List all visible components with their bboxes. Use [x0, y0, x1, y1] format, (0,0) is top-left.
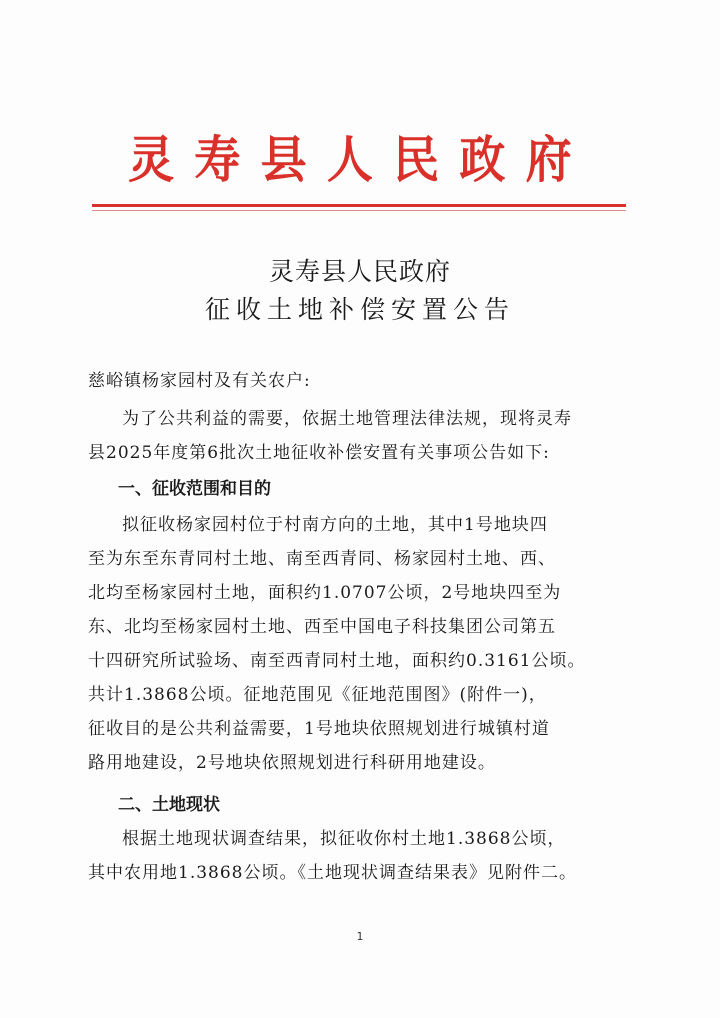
- notice-title-line2: 征收土地补偿安置公告: [204, 295, 515, 324]
- section1-line: 路用地建设，2号地块依照规划进行科研用地建设。: [88, 753, 496, 773]
- intro-line: 县2025年度第6批次土地征收补偿安置有关事项公告如下:: [88, 443, 550, 463]
- section2-heading: 二、土地现状: [118, 795, 220, 815]
- masthead-red-rule: [92, 204, 626, 207]
- section2-line: 其中农用地1.3868公顷。《土地现状调查结果表》见附件二。: [88, 863, 577, 883]
- section1-line: 东、北均至杨家园村土地、西至中国电子科技集团公司第五: [88, 617, 556, 637]
- notice-title: [90, 254, 630, 330]
- intro-paragraph: [88, 402, 638, 470]
- section1-heading: 一、征收范围和目的: [118, 479, 271, 499]
- section2-paragraph: [88, 822, 638, 890]
- masthead-red-rule-thin: [92, 210, 626, 211]
- masthead-title: 灵寿县人民政府: [128, 130, 592, 189]
- section1-line: 拟征收杨家园村位于村南方向的土地，其中1号地块四: [122, 515, 548, 535]
- notice-title-line1: 灵寿县人民政府: [268, 257, 451, 286]
- section1-line: 北均至杨家园村土地，面积约1.0707公顷，2号地块四至为: [88, 583, 562, 603]
- section1-line: 征收目的是公共利益需要，1号地块依照规划进行城镇村道: [88, 719, 550, 739]
- section1-line: 共计1.3868公顷。征地范围见《征地范围图》(附件一)，: [88, 685, 547, 705]
- salutation: 慈峪镇杨家园村及有关农户:: [88, 371, 311, 391]
- page-number: 1: [356, 930, 364, 943]
- section1-line: 至为东至东青同村土地、南至西青同、杨家园村土地、西、: [88, 549, 556, 569]
- section2-line: 根据土地现状调查结果，拟征收你村土地1.3868公顷，: [122, 829, 566, 849]
- intro-line: 为了公共利益的需要，依据土地管理法律法规，现将灵寿: [122, 409, 572, 429]
- section1-line: 十四研究所试验场、南至西青同村土地，面积约0.3161公顷。: [88, 651, 586, 671]
- section1-paragraph: [88, 508, 638, 780]
